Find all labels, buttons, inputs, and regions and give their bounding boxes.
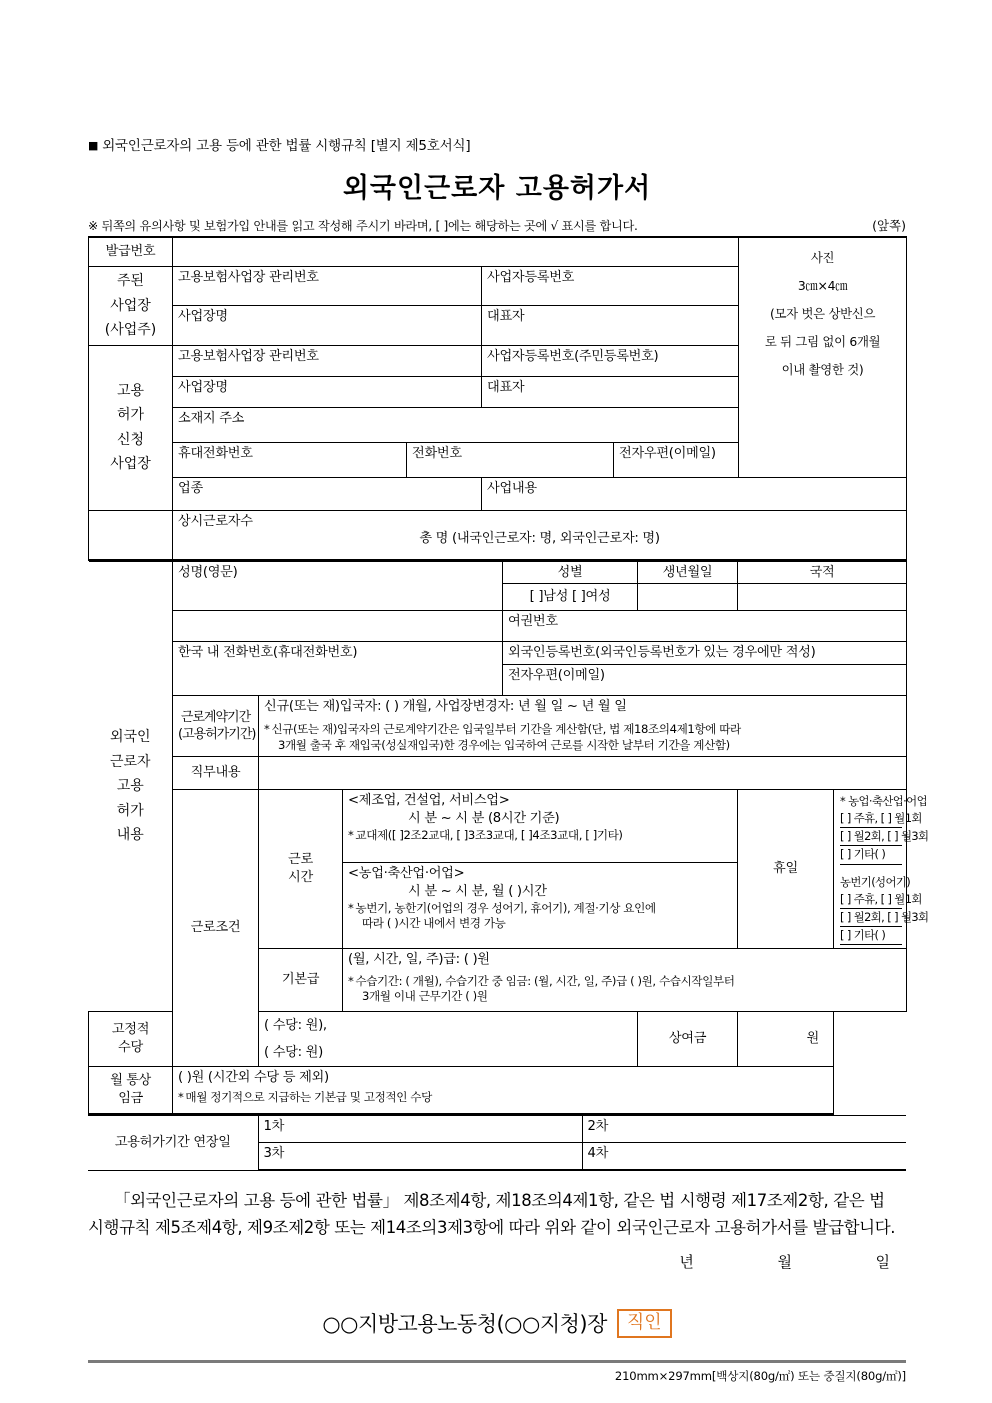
table-row bbox=[89, 477, 907, 510]
asterisk-icon: * bbox=[348, 900, 354, 915]
fixed-allowance-label-line-2: 수당 bbox=[118, 1040, 143, 1055]
issue-number-label: 발급번호 bbox=[89, 237, 173, 267]
manufacturing-time-line: 시 분 ~ 시 분 (8시간 기준) bbox=[408, 810, 560, 826]
applicant-email-field[interactable]: 전자우편(이메일) bbox=[614, 442, 739, 477]
fill-instruction: ※ 뒤쪽의 유의사항 및 보험가입 안내를 읽고 작성해 주시기 바라며, [ ]에는 해당하는 곳에 √ 표시를 합니다. bbox=[88, 219, 638, 233]
fixed-allowance-line-2: ( 수당: 원) bbox=[264, 1044, 323, 1060]
agriculture-hours-cell[interactable] bbox=[343, 863, 738, 949]
applicant-label-line-1: 고용 bbox=[116, 382, 145, 399]
holiday-group1-heading: * 농업·축산업·어업 bbox=[840, 794, 927, 809]
applicant-label-line-2: 허가 bbox=[116, 407, 145, 423]
monthly-wage-label-line-1: 월 통상 bbox=[110, 1073, 151, 1089]
date-line bbox=[88, 1251, 906, 1272]
holiday-group1-option-3[interactable]: [ ] 기타( ) bbox=[840, 846, 902, 864]
nationality-header: 국적 bbox=[738, 561, 907, 584]
extension-item-1[interactable]: 1차 bbox=[258, 1116, 582, 1143]
table-row bbox=[89, 237, 907, 267]
holiday-label: 휴일 bbox=[738, 790, 834, 949]
main-insurance-no-field[interactable]: 고용보험사업장 관리번호 bbox=[173, 267, 482, 306]
base-pay-label: 기본급 bbox=[259, 949, 343, 1012]
holiday-group2-option-3[interactable]: [ ] 기타( ) bbox=[840, 927, 902, 945]
paper-specification: 210mm×297mm[백상지(80g/㎡) 또는 중질지(80g/㎡)] bbox=[614, 1369, 906, 1384]
table-row bbox=[89, 1067, 907, 1115]
applicant-representative-field[interactable]: 대표자 bbox=[482, 376, 739, 407]
main-representative-field[interactable]: 대표자 bbox=[482, 306, 739, 345]
contract-period-field[interactable]: 신규(또는 재)입국자: ( ) 개월, 사업장변경자: 년 월 일 ~ 년 월 일 bbox=[259, 696, 907, 723]
issue-number-value bbox=[173, 237, 739, 267]
main-workplace-label-line-1: 주된 bbox=[116, 273, 145, 289]
worker-label-line-3: 고용 bbox=[116, 778, 144, 794]
holiday-group2-option-2[interactable]: [ ] 월2회, [ ] 월3회 bbox=[840, 909, 902, 927]
notice-row bbox=[88, 216, 906, 234]
birth-field[interactable] bbox=[638, 584, 738, 611]
workplace-table bbox=[88, 236, 907, 561]
base-pay-line: (월, 시간, 일, 주)급: ( )원 bbox=[348, 952, 490, 967]
birth-header: 생년월일 bbox=[638, 561, 738, 584]
signer-row bbox=[88, 1308, 906, 1338]
passport-no-field[interactable]: 여권번호 bbox=[503, 611, 907, 642]
page-side-marker: (앞쪽) bbox=[872, 218, 906, 233]
holiday-group2-option-1[interactable]: [ ] 주휴, [ ] 월1회 bbox=[840, 891, 902, 909]
main-business-reg-no-field[interactable]: 사업자등록번호 bbox=[482, 267, 739, 306]
monthly-wage-cell[interactable] bbox=[173, 1067, 834, 1115]
worker-email-field[interactable]: 전자우편(이메일) bbox=[503, 665, 907, 696]
agriculture-note-text-1: 농번기, 농한기(어업의 경우 성어기, 휴어기), 계절·기상 요인에 bbox=[355, 900, 656, 915]
photo-note-3: 이내 촬영한 것) bbox=[781, 361, 864, 377]
main-workplace-label-line-2: 사업장 bbox=[110, 297, 151, 314]
extension-table bbox=[88, 1115, 906, 1171]
alien-reg-no-field[interactable]: 외국인등록번호(외국인등록번호가 있는 경우에만 적성) bbox=[503, 642, 907, 665]
table-row bbox=[89, 696, 907, 723]
bullet-square-icon: ■ bbox=[88, 139, 99, 152]
monthly-wage-note-text: 매월 정기적으로 지급하는 기본급 및 고정적인 수당 bbox=[185, 1089, 432, 1104]
manufacturing-hours-cell[interactable] bbox=[343, 790, 738, 863]
table-row bbox=[89, 561, 907, 584]
form-reference bbox=[88, 134, 906, 154]
photo-note-1: (모자 벗은 상반신으 bbox=[769, 305, 876, 321]
date-day-label: 일 bbox=[875, 1253, 890, 1272]
form-reference-text: 외국인근로자의 고용 등에 관한 법률 시행규칙 [별지 제5호서식] bbox=[102, 138, 471, 154]
base-pay-cell[interactable] bbox=[343, 949, 907, 1012]
table-row bbox=[88, 1116, 906, 1143]
asterisk-icon: * bbox=[348, 973, 354, 988]
table-row bbox=[89, 757, 907, 790]
applicant-industry-field[interactable]: 업종 bbox=[173, 477, 482, 510]
extension-item-2[interactable]: 2차 bbox=[582, 1116, 906, 1143]
issuing-authority: ○○지방고용노동청(○○지청)장 bbox=[322, 1312, 607, 1337]
date-year-label: 년 bbox=[679, 1253, 694, 1272]
manufacturing-shift-note bbox=[348, 828, 732, 844]
job-description-label: 직무내용 bbox=[173, 757, 259, 790]
base-pay-note-text-1: 수습기간: ( 개월), 수습기간 중 임금: (월, 시간, 일, 주)급 ( )원, 수습시작일부터 bbox=[355, 973, 735, 988]
nationality-field[interactable] bbox=[738, 584, 907, 611]
worker-label-line-5: 내용 bbox=[116, 827, 144, 843]
table-row bbox=[89, 611, 907, 642]
applicant-business-content-field[interactable]: 사업내용 bbox=[482, 477, 907, 510]
applicant-address-field[interactable]: 소재지 주소 bbox=[173, 407, 739, 442]
table-row bbox=[89, 790, 907, 863]
monthly-wage-label-line-2: 임금 bbox=[118, 1091, 143, 1106]
extension-label: 고용허가기간 연장일 bbox=[88, 1116, 258, 1171]
employee-count-line: 총 명 (내국인근로자: 명, 외국인근로자: 명) bbox=[419, 531, 660, 547]
fixed-allowance-line-1: ( 수당: 원), bbox=[264, 1017, 327, 1033]
applicant-insurance-no-field[interactable]: 고용보험사업장 관리번호 bbox=[173, 345, 482, 376]
worker-name-en-spacer bbox=[173, 611, 503, 642]
applicant-label-line-3: 신청 bbox=[116, 431, 145, 448]
applicant-phone-field[interactable]: 전화번호 bbox=[407, 442, 614, 477]
page-title: 외국인근로자 고용허가서 bbox=[342, 173, 652, 204]
monthly-wage-label bbox=[89, 1067, 173, 1115]
gender-header: 성별 bbox=[503, 561, 638, 584]
applicant-label-line-4: 사업장 bbox=[110, 456, 151, 472]
contract-period-label bbox=[173, 696, 259, 757]
applicant-mobile-field[interactable]: 휴대전화번호 bbox=[173, 442, 407, 477]
photo-size: 3㎝×4㎝ bbox=[797, 277, 848, 293]
contract-period-label-line-2: (고용허가기간) bbox=[178, 727, 256, 743]
fixed-allowance-cell[interactable] bbox=[259, 1012, 638, 1067]
photo-note-2: 로 뒤 그림 없이 6개월 bbox=[764, 333, 881, 349]
holiday-group2-heading: 농번기(성어기) bbox=[840, 874, 911, 889]
bonus-field[interactable]: 원 bbox=[738, 1012, 834, 1067]
bottom-divider bbox=[88, 1360, 906, 1363]
applicant-business-reg-no-field[interactable]: 사업자등록번호(주민등록번호) bbox=[482, 345, 739, 376]
main-workplace-name-field[interactable]: 사업장명 bbox=[173, 306, 482, 345]
manufacturing-shift-text: 교대제([ ]2조2교대, [ ]3조3교대, [ ]4조3교대, [ ]기타) bbox=[355, 827, 623, 842]
worker-label-line-4: 허가 bbox=[116, 802, 144, 819]
contract-period-label-line-1: 근로계약기간 bbox=[180, 709, 251, 725]
applicant-workplace-label bbox=[89, 345, 173, 510]
worker-label-line-1: 외국인 bbox=[109, 729, 151, 745]
employee-count-label: 상시근로자수 bbox=[178, 513, 253, 529]
gender-checkbox-group[interactable]: [ ]남성 [ ]여성 bbox=[503, 584, 638, 611]
photo-label: 사진 bbox=[810, 250, 835, 265]
agriculture-note-1 bbox=[348, 901, 732, 917]
monthly-wage-line: ( )원 (시간외 수당 등 제외) bbox=[178, 1070, 329, 1085]
photo-box bbox=[739, 237, 907, 477]
work-hours-label-line-1: 근로 bbox=[288, 852, 313, 868]
table-row bbox=[89, 510, 907, 560]
worker-label-line-2: 근로자 bbox=[109, 753, 151, 770]
contract-note-line-1: 신규(또는 재)입국자의 근로계약기간은 입국일부터 기간을 계산함(단, 법 제18조의4제1항에 따라 bbox=[271, 722, 741, 737]
asterisk-icon: * bbox=[178, 1089, 184, 1104]
holiday-group1-option-2[interactable]: [ ] 월2회, [ ] 월3회 bbox=[840, 828, 902, 846]
work-hours-label-line-2: 시간 bbox=[288, 870, 313, 886]
contract-note-line-2: 3개월 출국 후 재입국(성실재입국)한 경우에는 입국하여 근로를 시작한 날부터 기간을 계산함) bbox=[278, 737, 730, 752]
agriculture-time-line: 시 분 ~ 시 분, 월 ( )시간 bbox=[408, 883, 547, 899]
manufacturing-heading: <제조업, 건설업, 서비스업> bbox=[348, 793, 510, 809]
asterisk-icon: * bbox=[264, 722, 270, 737]
employee-count-cell[interactable] bbox=[173, 510, 907, 560]
work-conditions-label: 근로조건 bbox=[173, 790, 259, 1067]
agriculture-heading: <농업·축산업·어업> bbox=[348, 866, 465, 882]
form-page bbox=[88, 0, 929, 1384]
base-pay-note-2: 3개월 이내 근무기간 ( )원 bbox=[362, 989, 488, 1004]
extension-item-4[interactable]: 4차 bbox=[582, 1143, 906, 1171]
table-row bbox=[89, 642, 907, 665]
worker-table bbox=[88, 561, 929, 1116]
fixed-allowance-label bbox=[89, 1012, 173, 1067]
holiday-options-box[interactable] bbox=[834, 790, 929, 949]
worker-name-en-field[interactable]: 성명(영문) bbox=[173, 561, 503, 611]
main-workplace-label-line-3: (사업주) bbox=[104, 322, 157, 338]
extension-item-3[interactable]: 3차 bbox=[258, 1143, 582, 1171]
agriculture-note-2: 따라 ( )시간 내에서 변경 가능 bbox=[362, 916, 506, 931]
monthly-wage-note bbox=[178, 1090, 828, 1106]
date-month-label: 월 bbox=[777, 1253, 792, 1272]
worker-section-label bbox=[89, 561, 173, 1012]
asterisk-icon: * bbox=[348, 827, 354, 842]
main-workplace-label bbox=[89, 267, 173, 346]
worker-phone-korea-field[interactable]: 한국 내 전화번호(휴대전화번호) bbox=[173, 642, 503, 696]
holiday-group1-option-1[interactable]: [ ] 주휴, [ ] 월1회 bbox=[840, 810, 902, 828]
applicant-workplace-name-field[interactable]: 사업장명 bbox=[173, 376, 482, 407]
contract-period-note bbox=[259, 722, 907, 757]
official-seal-stamp: 직인 bbox=[617, 1309, 672, 1339]
job-description-field[interactable] bbox=[259, 757, 907, 790]
fixed-allowance-label-line-1: 고정적 bbox=[111, 1022, 150, 1038]
work-hours-label bbox=[259, 790, 343, 949]
base-pay-note-1 bbox=[348, 974, 901, 990]
holiday-group-divider bbox=[840, 865, 902, 874]
bonus-label: 상여금 bbox=[638, 1012, 738, 1067]
legal-statement: 「외국인근로자의 고용 등에 관한 법률」 제8조제4항, 제18조의4제1항, 같은 법 시행령 제17조제2항, 같은 법 시행규칙 제5조제4항, 제9조제2항 또는 제14조의3제3항에 따라 위와 같이 외국인근로자 고용허가서를 발급합니다. bbox=[88, 1191, 896, 1237]
